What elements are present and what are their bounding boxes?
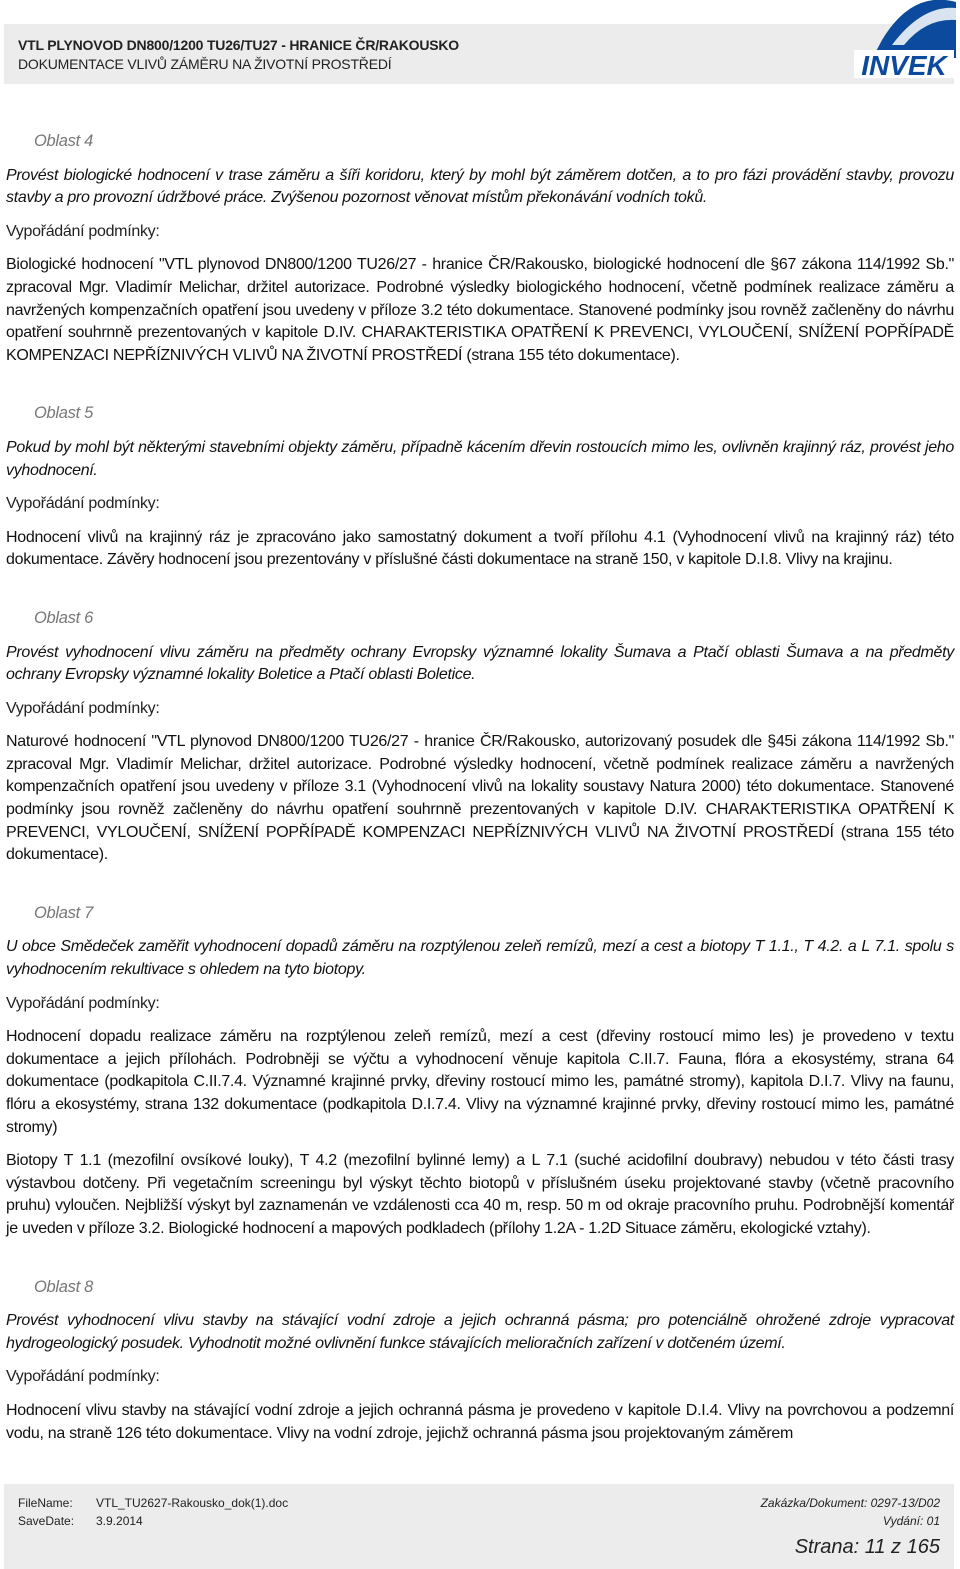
resolution-paragraph: Biologické hodnocení "VTL plynovod DN800/1200 TU26/27 - hranice ČR/Rakousko, biologické hodnocení dle §67 zákona 114/1992 Sb." zpracoval Mgr. Vladimír Melichar, držitel autorizace. Podrobné výsledky biologického hodnocení, včetně podmínek realizace záměru a navržených kompenzačních opatření jsou uvedeny v příloze 3.2 této dokumentace. Stanovené podmínky jsou rovněž začleněny do návrhu opatření souhrnně prezentovaných v kapitole D.IV. CHARAKTERISTIKA OPATŘENÍ K PREVENCI, VYLOUČENÍ, SNÍŽENÍ POPŘÍPADĚ KOMPENZACI NEPŘÍZNIVÝCH VLIVŮ NA ŽIVOTNÍ PROSTŘEDÍ (strana 155 této dokumentace). bbox=[6, 256, 954, 364]
vydani: Vydání: 01 bbox=[882, 1514, 940, 1528]
resolution-paragraph: Biotopy T 1.1 (mezofilní ovsíkové louky), T 4.2 (mezofilní bylinné lemy) a L 7.1 (suché acidofilní doubravy) nebudou v této části trasy výstavbou dotčeny. Při vegetačním screeningu byl výskyt těchto biotopů v příslušném úseku projektované stavby (včetně pracovního pruhu) vyloučen. Nejbližší výskyt byl zaznamenán ve vzdálenosti cca 40 m, resp. 50 m od okraje pracovního pruhu. Podrobnější komentář je uveden v příloze 3.2. Biologické hodnocení a mapových podkladech (přílohy 1.2A - 1.2D Situace záměru, ekologické vztahy). bbox=[6, 1152, 954, 1237]
section-task: Provést vyhodnocení vlivu záměru na předměty ochrany Evropsky významné lokality Šumava a Ptačí oblasti Šumava a na předměty ochrany Evropsky významné lokality Boletice a Ptačí oblasti Boletice. bbox=[6, 643, 954, 684]
section bbox=[6, 1276, 954, 1446]
page-header bbox=[4, 24, 954, 84]
resolution-paragraph: Hodnocení vlivů na krajinný ráz je zpracováno jako samostatný dokument a tvoří přílohu 4.1 (Vyhodnocení vlivů na krajinný ráz) této dokumentace. Závěry hodnocení jsou prezentovány v příslušné části dokumentace na straně 150, v kapitole D.I.8. Vlivy na krajinu. bbox=[6, 528, 954, 569]
savedate-value: 3.9.2014 bbox=[96, 1514, 143, 1528]
page-footer bbox=[4, 1484, 954, 1569]
section bbox=[6, 130, 954, 367]
resolution-paragraph: Hodnocení vlivu stavby na stávající vodní zdroje a jejich ochranná pásma je provedeno v kapitole D.I.4. Vlivy na povrchovou a podzemní vodu, na straně 126 této dokumentace. Vlivy na vodní zdroje, jejichž ochranná pásma jsou projektovaným záměrem bbox=[6, 1401, 954, 1442]
section-heading: Oblast 6 bbox=[34, 608, 94, 627]
savedate-label: SaveDate: bbox=[18, 1514, 75, 1528]
section bbox=[6, 607, 954, 867]
resolution-label: Vypořádání podmínky: bbox=[6, 994, 160, 1012]
page-number: Strana: 11 z 165 bbox=[794, 1536, 940, 1558]
section-gap bbox=[6, 878, 954, 902]
resolution-paragraph: Naturové hodnocení "VTL plynovod DN800/1200 TU26/27 - hranice ČR/Rakousko, autorizovaný posudek dle §45i zákona 114/1992 Sb." zpracoval Mgr. Vladimír Melichar, držitel autorizace. Podrobné výsledky hodnocení, včetně podmínek realizace záměru a navržených kompenzačních opatření jsou uvedeny v příloze 3.1 (Vyhodnocení vlivů na lokality soustavy Natura 2000) této dokumentace. Stanovené podmínky jsou rovněž začleněny do návrhu opatření souhrnně prezentovaných v kapitole D.IV. CHARAKTERISTIKA OPATŘENÍ K PREVENCI, VYLOUČENÍ, SNÍŽENÍ POPŘÍPADĚ KOMPENZACI NEPŘÍZNIVÝCH VLIVŮ NA ŽIVOTNÍ PROSTŘEDÍ (strana 155 této dokumentace). bbox=[6, 733, 954, 864]
section-gap bbox=[6, 1252, 954, 1276]
section-task: Pokud by mohl být některými stavebními objekty záměru, případně kácením dřevin rostoucích mimo les, ovlivněn krajinný ráz, provést jeho vyhodnocení. bbox=[6, 438, 954, 479]
document-body bbox=[6, 130, 954, 1456]
section-heading: Oblast 8 bbox=[34, 1277, 94, 1296]
document-title: VTL PLYNOVOD DN800/1200 TU26/TU27 - HRANICE ČR/RAKOUSKO bbox=[18, 37, 459, 53]
section-task: Provést biologické hodnocení v trase záměru a šíři koridoru, který by mohl být záměrem dotčen, a to pro fázi provádění stavby, provozu stavby a pro provozní údržbové práce. Zvýšenou pozornost věnovat místům překonávání vodních toků. bbox=[6, 166, 954, 207]
section-heading: Oblast 4 bbox=[34, 132, 94, 150]
section-task: Provést vyhodnocení vlivu stavby na stávající vodní zdroje a jejich ochranná pásma; pro potenciálně ohrožené zdroje vypracovat hydrogeologický posudek. Vyhodnotit možné ovlivnění funkce stávajících melioračních zařízení v dotčeném území. bbox=[6, 1312, 954, 1352]
filename-value: VTL_TU2627-Rakousko_dok(1).doc bbox=[96, 1496, 289, 1510]
resolution-label: Vypořádání podmínky: bbox=[6, 495, 160, 513]
section-heading: Oblast 7 bbox=[34, 903, 94, 922]
resolution-paragraph: Hodnocení dopadu realizace záměru na rozptýlenou zeleň remízů, mezí a cest (dřeviny rostoucí mimo les) je provedeno v textu dokumentace a jejich přílohách. Podrobněji se výčtu a vyhodnocení věnuje kapitola C.II.7. Fauna, flóra a ekosystémy, strana 64 dokumentace (podkapitola C.II.7.4. Významné krajinné prvky, dřeviny rostoucí mimo les, památné stromy), kapitola D.I.7. Vlivy na faunu, flóru a ekosystémy, strana 132 dokumentace (podkapitola D.I.7.4. Vlivy na významné krajinné prvky, dřeviny rostoucí mimo les, památné stromy) bbox=[6, 1028, 954, 1136]
section-heading: Oblast 5 bbox=[34, 404, 94, 423]
section-gap bbox=[6, 378, 954, 402]
document-subtitle: DOKUMENTACE VLIVŮ ZÁMĚRU NA ŽIVOTNÍ PROSTŘEDÍ bbox=[18, 56, 392, 72]
resolution-label: Vypořádání podmínky: bbox=[6, 699, 160, 717]
logo-text: INVEK bbox=[861, 50, 947, 81]
filename-label: FileName: bbox=[18, 1496, 73, 1510]
invek-logo bbox=[852, 0, 956, 82]
section bbox=[6, 402, 954, 572]
section-task: U obce Smědeček zaměřit vyhodnocení dopadů záměru na rozptýlenou zeleň remízů, mezí a cest a biotopy T 1.1., T 4.2. a L 7.1. spolu s vyhodnocením rekultivace s ohledem na tyto biotopy. bbox=[6, 938, 954, 979]
resolution-label: Vypořádání podmínky: bbox=[6, 1368, 160, 1386]
zakazka-dokument: Zakázka/Dokument: 0297-13/D02 bbox=[760, 1496, 940, 1510]
resolution-label: Vypořádání podmínky: bbox=[6, 222, 160, 240]
section bbox=[6, 902, 954, 1241]
section-gap bbox=[6, 583, 954, 607]
